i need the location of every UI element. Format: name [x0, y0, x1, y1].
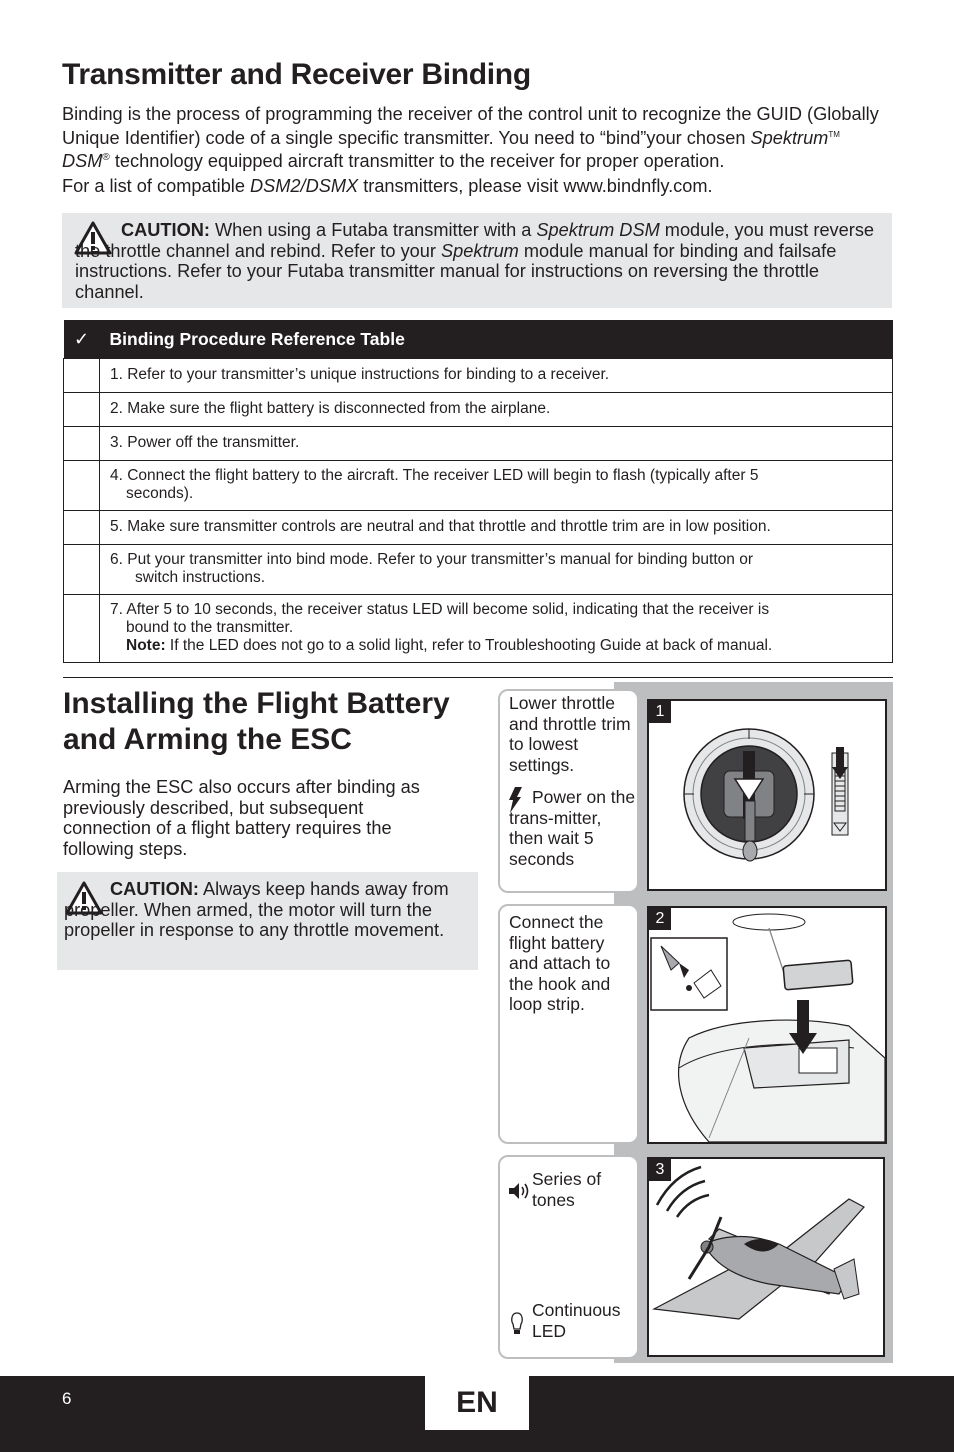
section-divider [63, 677, 893, 678]
step-1-text: Lower throttle and throttle trim to lowest settings. [509, 693, 631, 775]
step-4-line-1: 4. Connect the flight battery to the aircraft. The receiver LED will begin to flash (typically after 5 [110, 467, 759, 484]
step-3-figure [647, 1157, 885, 1357]
step-1-number: 1 [649, 701, 671, 723]
arming-intro-paragraph: Arming the ESC also occurs after binding as previously described, but subsequent connection of a flight battery requires the following steps. [63, 777, 420, 859]
binding-intro-paragraph: Binding is the process of programming the receiver of the control unit to recognize the GUID (Globally Unique Identifier) code of a single specific transmitter. You need to “bind”your chosen Spektrum™ DSM® technology equipped aircraft transmitter to the receiver for proper operation. [62, 104, 879, 172]
step-3-number: 3 [649, 1159, 671, 1181]
step-1-figure [647, 699, 887, 891]
led-bulb-icon [510, 1312, 524, 1336]
airplane-armed-illustration [649, 1159, 883, 1355]
step-7 [100, 595, 893, 663]
step-2-figure [647, 906, 887, 1144]
step-1: 1. Refer to your transmitter’s unique instructions for binding to a receiver. [100, 359, 893, 393]
step-6-line-2: switch instructions. [135, 569, 266, 586]
step-2-number: 2 [649, 908, 671, 930]
language-label: EN [456, 1386, 498, 1419]
checkmark-icon: ✓ [64, 320, 100, 359]
table-row [64, 461, 893, 511]
step-7-line-1: 7. After 5 to 10 seconds, the receiver status LED will become solid, indicating that the receiver is [110, 601, 770, 618]
step-1-power-text: Power on the trans-mitter, then wait 5 seconds [509, 787, 636, 869]
throttle-stick-illustration [649, 701, 885, 889]
section-title-arming: Installing the Flight Battery and Arming the ESC [63, 687, 450, 756]
step-3: 3. Power off the transmitter. [100, 427, 893, 461]
table-header-title: Binding Procedure Reference Table [100, 320, 893, 359]
battery-install-illustration [649, 908, 885, 1142]
step-3-callout [498, 1155, 639, 1359]
table-row [64, 545, 893, 595]
table-row [64, 595, 893, 663]
step-7-note: Note: If the LED does not go to a solid light, refer to Troubleshooting Guide at back of manual. [126, 637, 773, 654]
step-2-callout [498, 904, 639, 1144]
page-number: 6 [62, 1389, 72, 1408]
step-1-callout [498, 689, 639, 893]
step-4 [100, 461, 893, 511]
step-6-line-1: 6. Put your transmitter into bind mode. Refer to your transmitter’s manual for binding button or [110, 551, 753, 568]
table-row [64, 393, 893, 427]
step-6 [100, 545, 893, 595]
step-5: 5. Make sure transmitter controls are neutral and that throttle and throttle trim are in low position. [100, 511, 893, 545]
table-row [64, 359, 893, 393]
step-3-tones-text: Series of tones [532, 1169, 602, 1210]
step-3-led-text: Continuous LED [532, 1300, 621, 1341]
section-title-binding: Transmitter and Receiver Binding [62, 58, 531, 91]
table-row [64, 427, 893, 461]
binding-procedure-table [63, 320, 893, 663]
table-header-row [64, 320, 893, 359]
table-row [64, 511, 893, 545]
step-2-text: Connect the flight battery and attach to the hook and loop strip. [509, 912, 611, 1014]
propeller-caution-text: CAUTION: Always keep hands away from propeller. When armed, the motor will turn the propeller in response to any throttle movement. [64, 879, 449, 940]
step-7-line-2: bound to the transmitter. [126, 619, 294, 636]
speaker-icon [508, 1182, 530, 1200]
propeller-caution-box [57, 872, 478, 970]
compatible-transmitters-paragraph: For a list of compatible DSM2/DSMX transmitters, please visit www.bindnfly.com. [62, 176, 713, 196]
step-4-line-2: seconds). [126, 485, 194, 502]
futaba-caution-text: CAUTION: When using a Futaba transmitter with a Spektrum DSM module, you must reverse the throttle channel and rebind. Refer to your Spektrum module manual for binding and failsafe instructions. Refer to your Futaba transmitter manual for instructions on reversing the throttle channel. [75, 220, 875, 302]
language-tab [425, 1376, 529, 1430]
step-2: 2. Make sure the flight battery is disconnected from the airplane. [100, 393, 893, 427]
futaba-caution-box [62, 213, 892, 308]
